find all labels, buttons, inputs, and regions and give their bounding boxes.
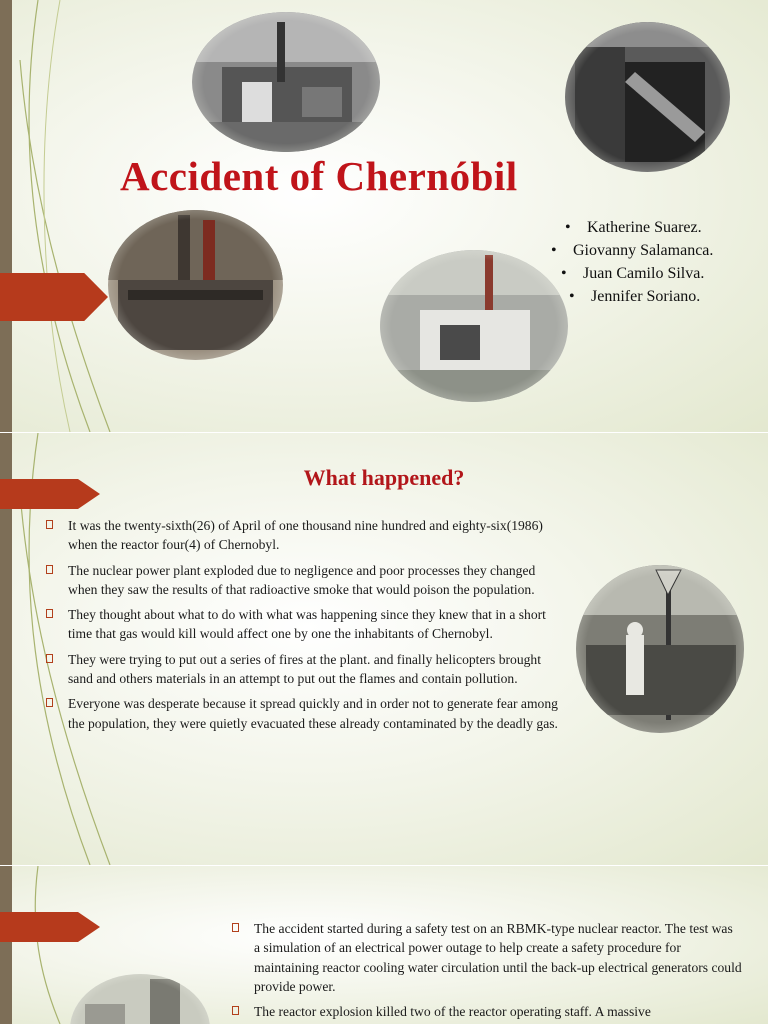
- photo-damaged-reactor: [565, 22, 730, 172]
- bullet-item: Everyone was desperate because it spread quickly and in order not to generate fear among the population, they were quietly evacuated these already contaminated by the deadly gas.: [46, 694, 566, 733]
- bullet-list: [232, 919, 742, 1024]
- photo-sarcophagus: [108, 210, 283, 360]
- bullet-marker-icon: [46, 520, 53, 529]
- bullet-list: [46, 516, 566, 739]
- bullet-marker-icon: [232, 1006, 239, 1015]
- bullet-marker-icon: [46, 654, 53, 663]
- bullet-marker-icon: [46, 698, 53, 707]
- bullet-item: They were trying to put out a series of fires at the plant. and finally helicopters brought sand and others materials in an attempt to put out the flames and contain pollution.: [46, 650, 566, 689]
- what-happened-slide: [0, 433, 768, 865]
- photo-plant-aerial: [192, 12, 380, 152]
- bullet-item: The reactor explosion killed two of the reactor operating staff. A massive: [232, 1002, 742, 1021]
- bullet-marker-icon: [46, 609, 53, 618]
- bullet-item: The accident started during a safety test on an RBMK-type nuclear reactor. The test was a simulation of an electrical power outage to help create a safety procedure for maintaining reactor cooling water circulation until the back-up electrical generators could provide power.: [232, 919, 742, 996]
- photo-plant-overview: [380, 250, 568, 402]
- bullet-marker-icon: [232, 923, 239, 932]
- accident-details-slide: [0, 866, 768, 1024]
- slide-title: Accident of Chernóbil: [120, 153, 518, 199]
- bullet-item: It was the twenty-sixth(26) of April of one thousand nine hundred and eighty-six(1986) when the reactor four(4) of Chernobyl.: [46, 516, 566, 555]
- photo-radioactive-debris: [576, 565, 744, 733]
- decorative-lines: [0, 0, 120, 432]
- title-slide: Accident of Chernóbil Katherine Suarez. Giovanny Salamanca. Juan Camilo Silva. Jennifer Soriano.: [0, 0, 768, 432]
- bullet-item: They thought about what to do with what was happening since they knew that in a short time that gas would kill would affect one by one the inhabitants of Chernobyl.: [46, 605, 566, 644]
- slide-heading: What happened?: [303, 465, 465, 490]
- bullet-item: The nuclear power plant exploded due to negligence and poor processes they changed when they saw the results of that radioactive smoke that would poison the population.: [46, 561, 566, 600]
- bullet-marker-icon: [46, 565, 53, 574]
